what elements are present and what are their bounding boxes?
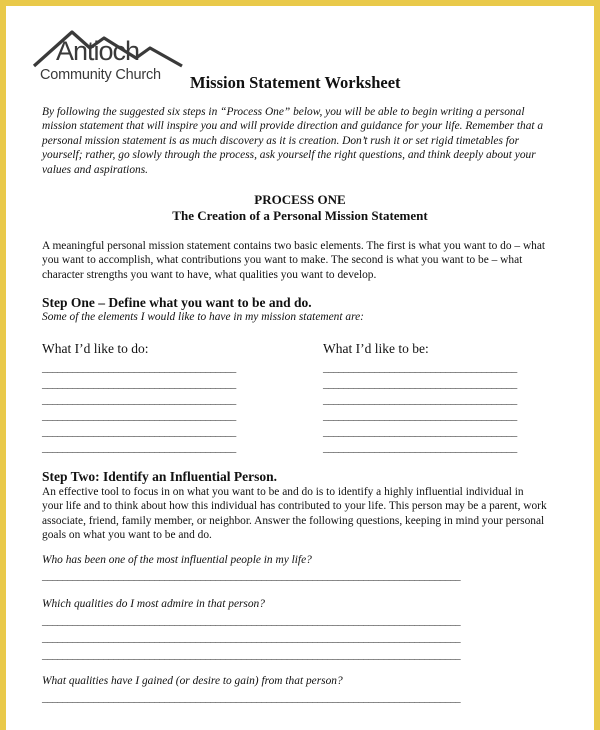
description-paragraph: A meaningful personal mission statement contains two basic elements. The first is what you want to do – what you want to accomplish, what contributions you want to make. The second is what you want to be – what character strengths you want to have, what qualities you want to develop. <box>42 240 546 281</box>
church-logo <box>32 28 184 92</box>
do-answer-line[interactable]: ______________________________________ <box>42 362 236 374</box>
step-two-title: Step Two: Identify an Influential Person. <box>42 469 278 484</box>
be-answer-line[interactable]: ______________________________________ <box>323 426 517 438</box>
be-answer-line[interactable]: ______________________________________ <box>323 442 517 454</box>
be-answer-line[interactable]: ______________________________________ <box>323 394 517 406</box>
do-answer-line[interactable]: ______________________________________ <box>42 410 236 422</box>
do-answer-line[interactable]: ______________________________________ <box>42 394 236 406</box>
do-answer-line[interactable]: ______________________________________ <box>42 378 236 390</box>
logo-subtitle: Community Church <box>40 67 161 83</box>
be-answer-line[interactable]: ______________________________________ <box>323 362 517 374</box>
step-two-paragraph: An effective tool to focus in on what you want to be and do is to identify a highly influential individual in your life and to think about how this individual has contributed to your life. This person may be a parent, work associate, friend, family member, or neighbor. Answer the following questions, keeping in mind your personal goals on what you want to be and do. <box>42 486 547 542</box>
worksheet-page <box>6 6 594 730</box>
question-influential-person: Who has been one of the most influential people in my life? <box>42 554 312 566</box>
be-answer-line[interactable]: ______________________________________ <box>323 378 517 390</box>
be-answer-lines <box>323 360 517 456</box>
question-admired-qualities: Which qualities do I most admire in that person? <box>42 598 265 610</box>
logo-name: Antioch <box>56 36 140 66</box>
be-answer-line[interactable]: ______________________________________ <box>323 410 517 422</box>
be-column-heading: What I’d like to be: <box>323 341 429 356</box>
process-heading: PROCESS ONE <box>254 192 346 207</box>
page-title: Mission Statement Worksheet <box>190 73 401 92</box>
do-column-heading: What I’d like to do: <box>42 341 149 356</box>
step-one-subtitle: Some of the elements I would like to have in my mission statement are: <box>42 311 364 323</box>
answer-line[interactable]: __________________________________________________________________________________ <box>42 632 461 644</box>
question-gained-qualities: What qualities have I gained (or desire to gain) from that person? <box>42 675 343 687</box>
step-one-title: Step One – Define what you want to be and do. <box>42 295 312 310</box>
intro-paragraph: By following the suggested six steps in “Process One” below, you will be able to begin writing a personal mission statement that will inspire you and will provide direction and guidance for your life. Remember that a personal mission statement is as much discovery as it is creation. Don’t rush it or set rigid timetables for yourself; rather, go slowly through the process, ask yourself the right questions, and think deeply about your values and aspirations. <box>42 106 544 176</box>
do-answer-line[interactable]: ______________________________________ <box>42 426 236 438</box>
answer-line[interactable]: __________________________________________________________________________________ <box>42 649 461 661</box>
answer-line[interactable]: __________________________________________________________________________________ <box>42 570 461 582</box>
do-answer-line[interactable]: ______________________________________ <box>42 442 236 454</box>
answer-line[interactable]: __________________________________________________________________________________ <box>42 615 461 627</box>
answer-line[interactable]: __________________________________________________________________________________ <box>42 692 461 704</box>
process-subheading: The Creation of a Personal Mission Statement <box>172 208 428 223</box>
do-answer-lines <box>42 360 236 456</box>
